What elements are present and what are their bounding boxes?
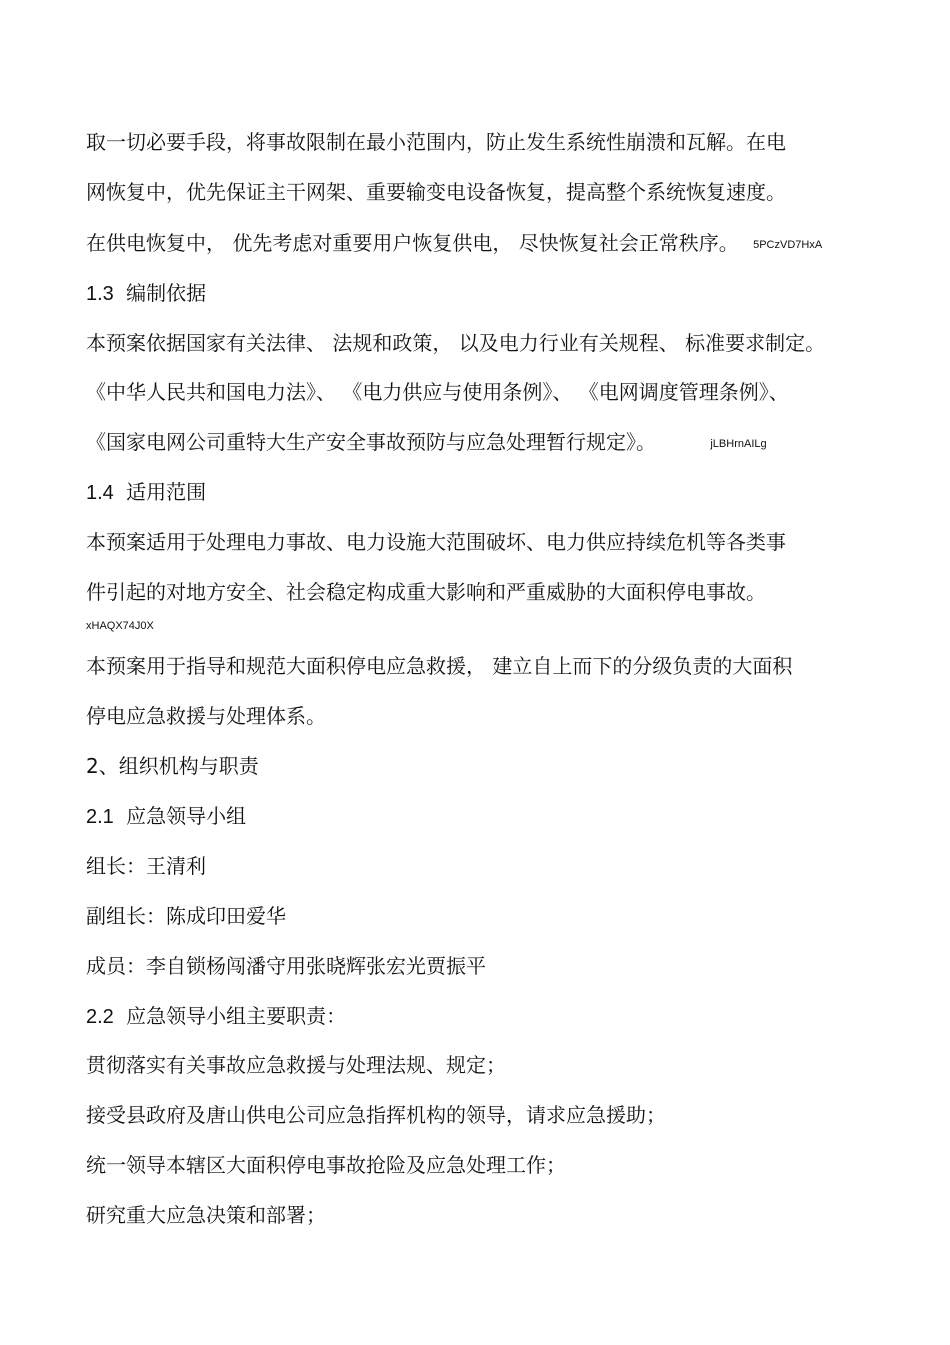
section-number: 2.2 (86, 1006, 114, 1028)
paragraph-line: 停电应急救援与处理体系。 (86, 704, 326, 728)
paragraph-line: 《中华人民共和国电力法》、 《电力供应与使用条例》、 《电网调度管理条例》、 (86, 380, 789, 404)
section-heading-1-4 (86, 478, 206, 507)
section-title: 适用范围 (126, 480, 207, 504)
section-heading-2-1 (86, 802, 246, 831)
section-number: 1.4 (86, 482, 114, 504)
section-title: 编制依据 (126, 281, 207, 305)
paragraph-line (86, 428, 767, 458)
section-number: 2.1 (86, 806, 114, 828)
duty-item: 接受县政府及唐山供电公司应急指挥机构的领导，请求应急援助； (86, 1103, 666, 1127)
paragraph-line: 取一切必要手段，将事故限制在最小范围内，防止发生系统性崩溃和瓦解。在电 (86, 130, 786, 154)
paragraph-line: 本预案适用于处理电力事故、电力设施大范围破坏、电力供应持续危机等各类事 (86, 530, 786, 554)
watermark-code: xHAQX74J0X (86, 620, 154, 632)
section-heading-2-2 (86, 1002, 346, 1031)
paragraph-line: 本预案依据国家有关法律、 法规和政策， 以及电力行业有关规程、 标准要求制定。 (86, 331, 826, 355)
vice-leader-line: 副组长：陈成印田爱华 (86, 904, 286, 928)
watermark-code: jLBHrnAILg (710, 437, 767, 450)
section-title: 应急领导小组主要职责： (126, 1004, 347, 1028)
paragraph-line: 件引起的对地方安全、社会稳定构成重大影响和严重威胁的大面积停电事故。 (86, 580, 766, 604)
watermark-code: 5PCzVD7HxA (753, 238, 823, 251)
paragraph-text: 在供电恢复中， 优先考虑对重要用户恢复供电， 尽快恢复社会正常秩序。 (86, 231, 739, 255)
paragraph-line (86, 229, 822, 259)
duty-item: 统一领导本辖区大面积停电事故抢险及应急处理工作； (86, 1153, 566, 1177)
duty-item: 贯彻落实有关事故应急救援与处理法规、规定； (86, 1053, 506, 1077)
members-line: 成员：李自锁杨闯潘守用张晓辉张宏光贾振平 (86, 954, 486, 978)
section-heading-2: 2、组织机构与职责 (86, 754, 259, 778)
paragraph-line: 网恢复中，优先保证主干网架、重要输变电设备恢复，提高整个系统恢复速度。 (86, 180, 786, 204)
duty-item: 研究重大应急决策和部署； (86, 1203, 326, 1227)
section-number: 1.3 (86, 283, 114, 305)
section-heading-1-3 (86, 279, 206, 308)
leader-line: 组长：王清利 (86, 854, 206, 878)
paragraph-text: 《国家电网公司重特大生产安全事故预防与应急处理暂行规定》。 (86, 430, 656, 454)
section-title: 应急领导小组 (126, 804, 247, 828)
paragraph-line: 本预案用于指导和规范大面积停电应急救援， 建立自上而下的分级负责的大面积 (86, 654, 793, 678)
